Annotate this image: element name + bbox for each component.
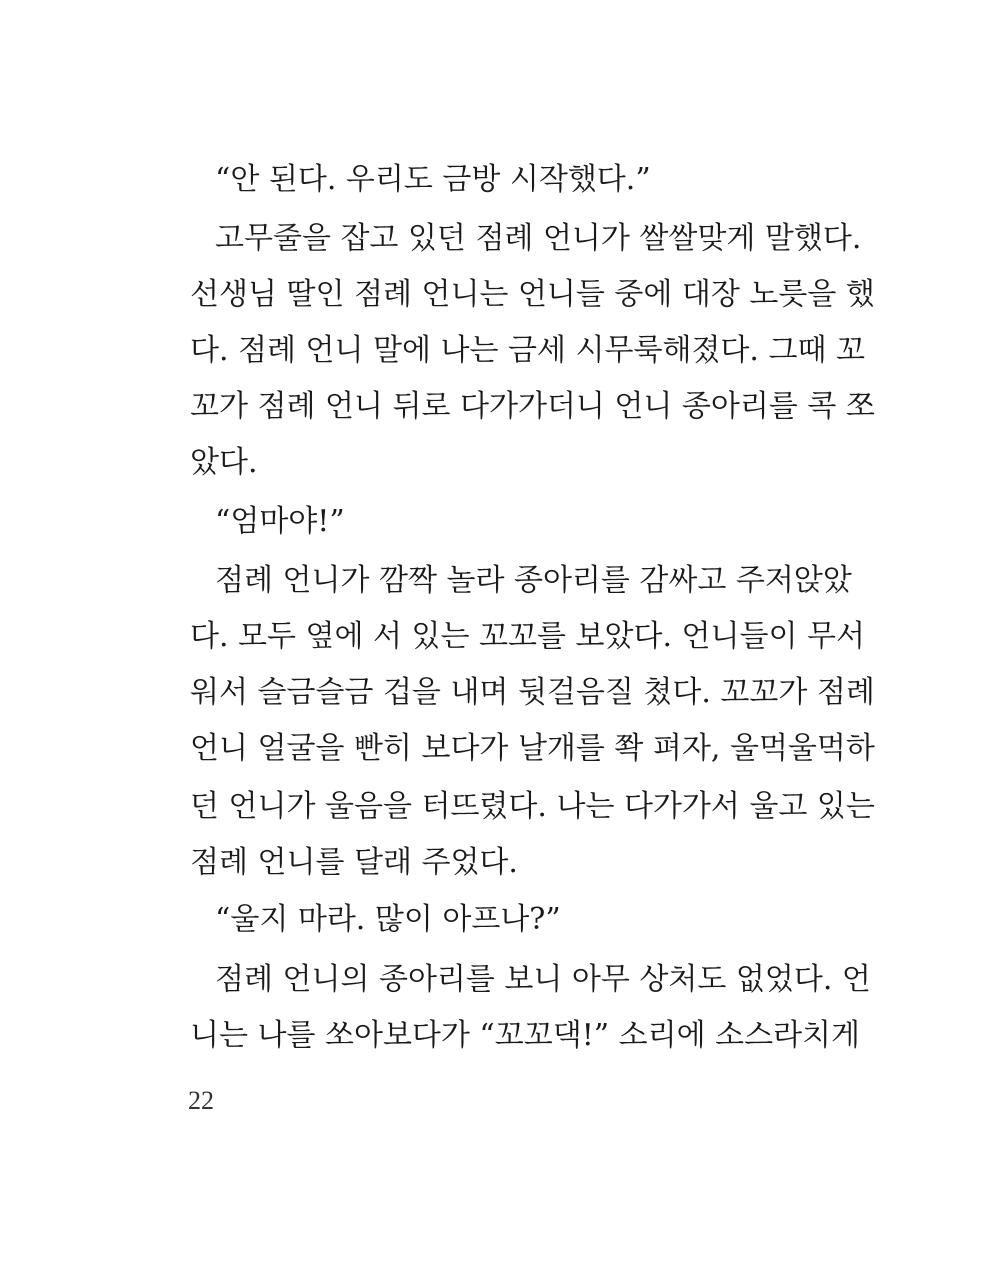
text-line-3: 선생님 딸인 점례 언니는 언니들 중에 대장 노릇을 했 [190,277,875,312]
text-line-16: 니는 나를 쏘아보다가 “꼬꼬댁!” 소리에 소스라치게 [190,1018,861,1053]
text-line-13: 점례 언니를 달래 주었다. [190,845,518,880]
text-line-2: 고무줄을 잡고 있던 점례 언니가 쌀쌀맞게 말했다. [215,221,862,256]
text-line-15: 점례 언니의 종아리를 보니 아무 상처도 없었다. 언 [215,962,871,997]
text-line-4: 다. 점례 언니 말에 나는 금세 시무룩해졌다. 그때 꼬 [190,333,865,368]
text-line-7: “엄마야!” [215,504,345,539]
text-line-12: 던 언니가 울음을 터뜨렸다. 나는 다가가서 울고 있는 [190,789,875,824]
text-line-1: “안 된다. 우리도 금방 시작했다.” [215,162,651,197]
text-line-10: 워서 슬금슬금 겁을 내며 뒷걸음질 쳤다. 꼬꼬가 점례 [190,675,875,710]
text-line-11: 언니 얼굴을 빤히 보다가 날개를 쫙 펴자, 울먹울먹하 [190,731,875,766]
text-line-9: 다. 모두 옆에 서 있는 꼬꼬를 보았다. 언니들이 무서 [190,619,865,654]
page-number: 22 [188,1086,214,1115]
text-line-6: 았다. [190,445,258,480]
text-line-8: 점례 언니가 깜짝 놀라 종아리를 감싸고 주저앉았 [215,563,852,598]
text-line-5: 꼬가 점례 언니 뒤로 다가가더니 언니 종아리를 콕 쪼 [190,389,875,424]
text-line-14: “울지 마라. 많이 아프나?” [215,902,561,937]
